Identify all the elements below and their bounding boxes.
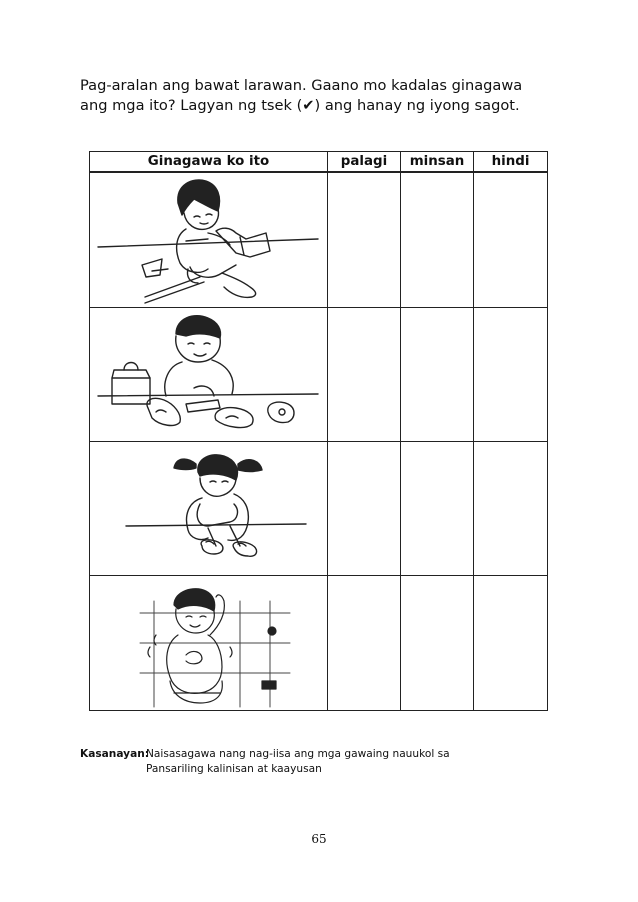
answer-cell-palagi[interactable] <box>328 172 401 307</box>
page-number: 65 <box>311 832 327 846</box>
answer-cell-palagi[interactable] <box>328 576 401 711</box>
activity-image-cell <box>90 307 328 441</box>
footnote-line-2: Pansariling kalinisan at kaayusan <box>146 763 322 775</box>
answer-cell-palagi[interactable] <box>328 441 401 575</box>
header-activity: Ginagawa ko ito <box>90 152 328 173</box>
answer-cell-hindi[interactable] <box>474 307 548 441</box>
header-minsan: minsan <box>401 152 474 173</box>
child-bathing-icon <box>90 577 328 710</box>
instructions-line-1: Pag-aralan ang bawat larawan. Gaano mo kadalas ginagawa <box>80 77 523 94</box>
child-polishing-shoes-icon <box>90 308 328 441</box>
table-row <box>90 172 548 307</box>
table-header-row <box>90 152 548 173</box>
answer-cell-hindi[interactable] <box>474 441 548 575</box>
table-row <box>90 576 548 711</box>
answer-cell-minsan[interactable] <box>401 576 474 711</box>
footnote-label: Kasanayan: <box>80 748 150 760</box>
instructions-line-2: ang mga ito? Lagyan ng tsek (✔) ang hanay ng iyong sagot. <box>80 97 520 114</box>
answer-cell-palagi[interactable] <box>328 307 401 441</box>
table-row <box>90 307 548 441</box>
footnote-line-1: Naisasagawa nang nag-iisa ang mga gawaing nauukol sa <box>146 748 450 760</box>
answer-cell-minsan[interactable] <box>401 172 474 307</box>
answer-cell-minsan[interactable] <box>401 441 474 575</box>
activity-image-cell <box>90 441 328 575</box>
answer-cell-hindi[interactable] <box>474 576 548 711</box>
frequency-table <box>89 151 548 711</box>
answer-cell-hindi[interactable] <box>474 172 548 307</box>
answer-cell-minsan[interactable] <box>401 307 474 441</box>
footnote-body <box>146 747 526 777</box>
girl-tying-shoes-icon <box>90 442 328 575</box>
instructions <box>80 76 560 116</box>
girl-putting-on-socks-icon <box>90 173 328 306</box>
header-palagi: palagi <box>328 152 401 173</box>
activity-image-cell <box>90 576 328 711</box>
activity-image-cell <box>90 172 328 307</box>
table-row <box>90 441 548 575</box>
header-hindi: hindi <box>474 152 548 173</box>
